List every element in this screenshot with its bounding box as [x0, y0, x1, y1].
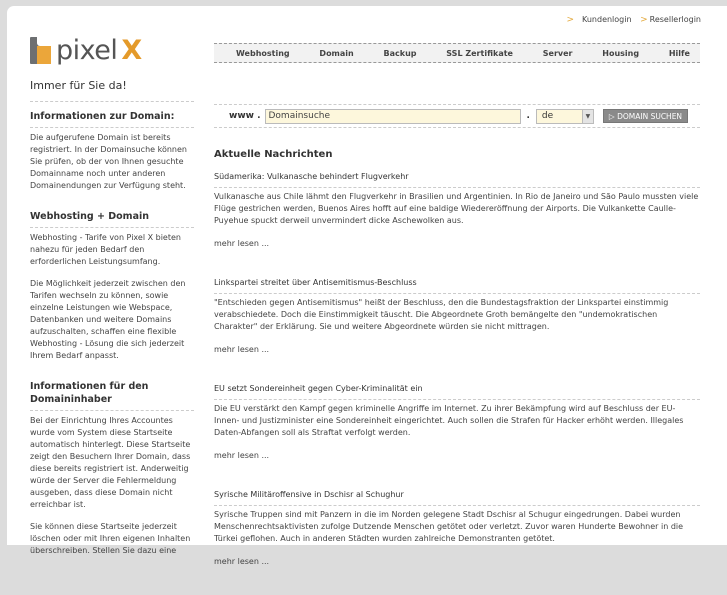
- news-body: Die EU verstärkt den Kampf gegen kriminelle Angriffe im Internet. Zu ihrer Bekämpfung wird auf Beschluss der EU-Innen- und Justizminister eine Sondereinheit eingerichtet. Auch sollen die Strafen für Hacker erhöht werden. Illegales Daten-Abfangen soll als Straftat verfolgt werden.: [214, 399, 700, 439]
- logo-text: pixel X: [56, 34, 142, 66]
- kundenlogin-link[interactable]: Kundenlogin: [582, 15, 632, 24]
- sidebar-paragraph: Webhosting - Tarife von Pixel X bieten nahezu für jeden Bedarf den erforderlichen Leistungsumfang.: [30, 233, 181, 266]
- read-more-link[interactable]: mehr lesen ...: [214, 345, 270, 354]
- news-title: Syrische Militäroffensive in Dschisr al Schughur: [214, 490, 404, 499]
- nav-backup[interactable]: Backup: [383, 48, 417, 58]
- www-prefix: www .: [229, 111, 261, 121]
- nav-domain[interactable]: Domain: [319, 48, 354, 58]
- news-body: "Entschieden gegen Antisemitismus" heißt der Beschluss, den die Bundestagsfraktion der Linkspartei einstimmig verabschiedete. Doch die Einstimmigkeit täuscht. Die Abgeordnete Groth bemängelte den "undemokratischen Charakter" der Erklärung. Sie und weitere Abgeordnete würden sie nicht mittragen.: [214, 293, 700, 333]
- logo[interactable]: [30, 32, 142, 68]
- tagline: Immer für Sie da!: [30, 76, 194, 102]
- tld-select[interactable]: [536, 109, 594, 124]
- tld-separator: .: [526, 111, 530, 121]
- nav-ssl[interactable]: SSL Zertifikate: [446, 48, 513, 58]
- tld-value: de: [541, 111, 554, 121]
- news-body: Syrische Truppen sind mit Panzern in die im Norden gelegene Stadt Dschisr al Schugur eingedrungen. Dabei wurden Menschenrechtsaktivisten zufolge Dutzende Menschen getötet oder verletzt. Zuvor waren Hunderte Bewohner in die Türkei geflohen. Auch in anderen Städten wurden zahlreiche Demonstranten getötet.: [214, 505, 700, 545]
- arrow-icon: >: [566, 15, 574, 25]
- top-links: [566, 15, 701, 25]
- news-title: Südamerika: Vulkanasche behindert Flugverkehr: [214, 172, 409, 181]
- main-nav: [214, 43, 700, 63]
- nav-housing[interactable]: Housing: [602, 48, 640, 58]
- domain-search-button[interactable]: ▷ DOMAIN SUCHEN: [603, 109, 688, 123]
- news-item: [214, 277, 700, 356]
- sidebar: [30, 76, 194, 567]
- news-title: Linkspartei streitet über Antisemitismus-Beschluss: [214, 278, 417, 287]
- logo-mark-icon: [30, 37, 51, 64]
- news-body: Vulkanasche aus Chile lähmt den Flugverkehr in Brasilien und Argentinien. In Rio de Janeiro und São Paulo mussten viele Flüge gestrichen werden, Buenos Aires hofft auf eine baldige Wiedereröffnung der Airports. Die Vulkankette Caulle-Puyehue spuckt derweil unvermindert dicke Aschewolken aus.: [214, 187, 700, 227]
- sidebar-section-title: Webhosting + Domain: [30, 202, 194, 228]
- play-icon: ▷: [608, 112, 618, 121]
- sidebar-section-title: Informationen zur Domain:: [30, 102, 194, 128]
- news-section: [214, 149, 700, 595]
- read-more-link[interactable]: mehr lesen ...: [214, 451, 270, 460]
- news-title: EU setzt Sondereinheit gegen Cyber-Kriminalität ein: [214, 384, 423, 393]
- resellerlogin-link[interactable]: Resellerlogin: [649, 15, 701, 24]
- sidebar-section-title: Informationen für den Domaininhaber: [30, 372, 194, 411]
- news-item: [214, 171, 700, 250]
- nav-hilfe[interactable]: Hilfe: [668, 48, 690, 58]
- chevron-down-icon: ▼: [582, 110, 593, 123]
- nav-webhosting[interactable]: Webhosting: [236, 48, 290, 58]
- arrow-icon: >: [640, 15, 648, 25]
- domain-search-input[interactable]: [265, 109, 521, 124]
- domain-search: [214, 104, 700, 128]
- nav-server[interactable]: Server: [542, 48, 573, 58]
- sidebar-sections: [30, 102, 194, 557]
- read-more-link[interactable]: mehr lesen ...: [214, 557, 270, 566]
- sidebar-paragraph: Sie können diese Startseite jederzeit löschen oder mit Ihren eigenen Inhalten überschreiben. Stellen Sie dazu eine: [30, 522, 191, 555]
- sidebar-paragraph: Die aufgerufene Domain ist bereits registriert. In der Domainsuche können Sie prüfen, ob der von Ihnen gesuchte Domainname noch unter anderen Domainendungen zur Verfügung steht.: [30, 133, 187, 190]
- read-more-link[interactable]: mehr lesen ...: [214, 239, 270, 248]
- news-item: [214, 383, 700, 462]
- news-heading: Aktuelle Nachrichten: [214, 149, 333, 160]
- page: [7, 6, 727, 566]
- news-list: [214, 171, 700, 568]
- news-item: [214, 489, 700, 568]
- sidebar-paragraph: Die Möglichkeit jederzeit zwischen den Tarifen wechseln zu können, sowie einzelne Leistungen wie Webspace, Datenbanken und weitere Domains aufzuschalten, schaffen eine flexible Webhosting - Lösung die sich jederzeit Ihrem Bedarf anpasst.: [30, 279, 186, 360]
- sidebar-paragraph: Bei der Einrichtung Ihres Accountes wurde vom System diese Startseite automatisch hinterlegt. Diese Startseite zeigt den Besuchern Ihrer Domain, dass diese bereits registriert ist. Anderweitig würde der Server die Fehlermeldung ausgeben, dass diese Domain nicht erreichbar ist.: [30, 416, 191, 509]
